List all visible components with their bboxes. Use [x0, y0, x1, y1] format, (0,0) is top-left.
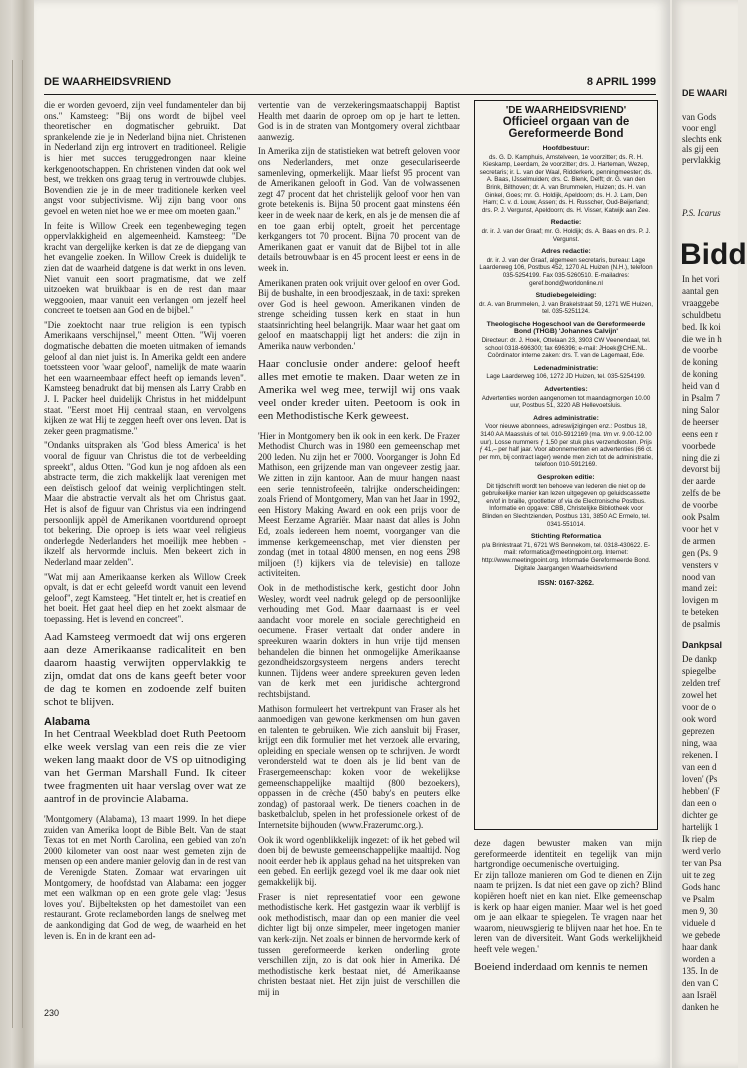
- paragraph: die er worden gevoerd, zijn veel fundamenteler dan bij ons." Kamsteeg: "Bij ons wordt de bijbel veel theoretischer en dogmatischer gebruikt. Dat sprankelende zie je in Nederland bijna niet. Christenen in Nederland zijn erg introvert en traditioneel. Religie is hier met succes teruggedrongen naar kleine kerkgenootschappen. En christenen vinden dat ook wel best, we trekken ons graag terug in vertrouwde clubjes. Bovendien zie je in de meer traditionele kerken veel angst voor subjectivisme. Wij zijn bang voor ons gevoel en weten niet hoe we er mee om moeten gaan.": [44, 100, 246, 216]
- paragraph: deze dagen bewuster maken van mijn gereformeerde identiteit en tegelijk van mijn hartgrondige oecumenische overtuiging.: [474, 838, 662, 870]
- text-line: devorst bij: [682, 464, 721, 475]
- column-2: [258, 100, 460, 1002]
- text-line: gen (Ps. 9: [682, 547, 718, 558]
- text-line: aantal gen: [682, 285, 719, 296]
- colophon-section-text: Voor nieuwe abonnees, adreswijzigingen enz.: Postbus 18, 3140 AA Maassluis of tel. 010-5912169 (ma. t/m vr. 9.00-12.00 uur). Losse nummers ƒ 1,50 per stuk plus verzendkosten. Prijs ƒ 41,– per half jaar. Voor abonnementen en advertenties (66 ct. per mm, bij contract lager) wende men zich tot de administratie, telefoon 010-5912169.: [478, 423, 653, 469]
- colophon-section-heading: Hoofdbestuur:: [542, 145, 590, 152]
- text-line: eens een r: [682, 428, 718, 439]
- publication-name: DE WAARHEIDSVRIEND: [44, 76, 172, 88]
- paragraph: Amerikanen praten ook vrijuit over geloof en over God. Bij de bushalte, in een broodjeszaak, in de taxi: spreken over God is heel gewoon. Amerikanen vinden de strenge scheiding tussen kerk en staat in hun staatsinrichting heel belangrijk. Maar waar het gaat om geloof en maatschappij ligt het anders: die zijn in Amerika nauw verbonden.': [258, 277, 460, 352]
- text-line: ve Psalm: [682, 894, 715, 904]
- text-line: de voorbe: [682, 500, 718, 511]
- paragraph: Fraser is niet representatief voor een gewone methodistische kerk. Het gastgezin waar ik verblijf is ook methodistisch, maar dan op een manier die veel dichter ligt bij onze simpeler, meer ingetogen manier van kerk-zijn. Net zoals er binnen de hervormde kerk of tussen gereformeerde kerken onderling grote verschillen zijn, zo is dat ook hier in Amerika. Dé methodistische kerk bestaat niet, dé Amerikaanse christen bestaat niet. Het zijn juist de verschillen die mij in: [258, 891, 460, 997]
- issue-date: 8 APRIL 1999: [586, 76, 656, 88]
- text-line: pervlakkig: [682, 155, 721, 166]
- text-line: voor de o: [682, 702, 716, 712]
- text-line: worden a: [682, 954, 716, 964]
- text-line: van een d: [682, 762, 717, 772]
- colophon-section-text: p/a Brinkstraat 71, 6721 WS Bennekom, tel. 0318-430622. E-mail: reformatica@meetingpoint.org. Internet: http://www.meetingpoint.org. Informatie Gereformeerde Bond. Digitale Jaargangen Waarheidsvriend: [481, 541, 651, 572]
- text-line: den van C: [682, 978, 719, 988]
- lead-paragraph: Aad Kamsteeg vermoedt dat wij ons ergeren aan deze Amerikaanse radicaliteit en ben daarom haastig verwijten oppervlakkig te zijn, omdat dat ons de kans geeft beter voor de dag te komen en zodoende zelf buiten schot te blijven.: [44, 630, 246, 708]
- text-line: werd verlo: [682, 846, 721, 856]
- text-line: zelfs de be: [682, 488, 721, 499]
- colophon-title: 'DE WAARHEIDSVRIEND': [505, 105, 627, 116]
- text-line: hebben' (F: [682, 786, 720, 796]
- text-line: de heerser: [682, 416, 719, 427]
- text-line: mand zei:: [682, 583, 718, 594]
- text-line: ning die zi: [682, 452, 720, 463]
- colophon-section-text: dr. ir. J. van der Graaf; mr. G. Holdijk; ds. A. Baas en drs. P. J. Vergunst.: [481, 227, 651, 243]
- text-line: rekenen. I: [682, 750, 718, 760]
- text-line: ter van Psa: [682, 858, 722, 868]
- right-page: [672, 0, 747, 1068]
- text-line: ook word: [682, 714, 717, 724]
- text-line: bed. Ik koi: [682, 321, 721, 332]
- colophon-section-text: dr. ir. J. van der Graaf, algemeen secretaris, bureau: Lage Laarderweg 106, Postbus 452, 1270 AL Huizen (N.H.), telefoon 035-5254199. Fax 035-5260510. E-mailadres: geref.bond@worldonline.nl: [479, 256, 653, 287]
- text-line: vensters v: [682, 559, 719, 570]
- colophon-subtitle: Officieel orgaan van de Gereformeerde Bond: [502, 116, 630, 140]
- text-line: hartelijk 1: [682, 822, 719, 832]
- paragraph: 'Hier in Montgomery ben ik ook in een kerk. De Frazer Methodist Church was in 1980 een gemeenschap met 200 leden. Nu zijn het er 7000. Voorganger is John Ed Mathison, een grijzende man van ongeveer zestig jaar. We zitten in zijn kantoor. Aan de muur hangen naast een serie tennistrofeeën, talrijke onderscheidingen: zoals Friend of Montgomery, Man van het Jaar in 1992, een History Making Award en ook een prijs voor de Meest Eerzame Agrariër. Maar naast dat alles is John Ed, zoals iedereen hem noemt, voorganger van die immense kerkgemeenschap, met vier diensten per zondag (met in totaal 4800 mensen, en nog eens 298 miljoen (!) kijkers via de televisie) en talloze activiteiten.: [258, 430, 460, 579]
- lead-paragraph: Boeiend inderdaad om kennis te nemen: [474, 960, 648, 973]
- text-line: de voorbe: [682, 345, 718, 356]
- text-line: aan Israël: [682, 990, 717, 1000]
- lead-paragraph: Haar conclusie onder andere: geloof heeft alles met emotie te maken. Daar weten ze in Amerika wel weg mee, terwijl wij ons vaak veel onder kreder uiten. Peetoom is ook in een Methodistische Kerk geweest.: [258, 357, 460, 422]
- text-line: haar dank: [682, 942, 718, 952]
- text-line: 135. In de: [682, 966, 719, 976]
- right-subheading: Dankpsal: [682, 640, 723, 650]
- text-line: nood van: [682, 571, 716, 582]
- text-line: danken he: [682, 1002, 719, 1012]
- column-1: [44, 100, 246, 945]
- text-line: de armen: [682, 535, 716, 546]
- paragraph: "Ondanks uitspraken als 'God bless America' is het vooral de figuur van Christus die tot de verbeelding spreekt", aldus Otten. "God kun je nog afdoen als een abstracte term, die zich makkelijk laat verenigen met een deïstisch geloof dat weinig verplichtingen stelt. Maar die abstractie vervalt als het om Christus gaat. Het is alsof de figuur van Christus via een indringend persoonlijk appèl de Amerikanen voortdurend oproept tot bekering. Die oproep is iets waar veel religieus onderlegde Nederlanders het moeilijk mee hebben - ikzelf als hervormde incluis. Men bekeert zich in Nederland maar zelden".: [44, 440, 246, 567]
- text-line: in Psalm 7: [682, 393, 721, 403]
- colophon-section-heading: Advertenties:: [544, 386, 588, 394]
- text-line: lovigen m: [682, 595, 719, 606]
- text-line: voor engl: [682, 122, 717, 133]
- text-line: die we in h: [682, 333, 722, 344]
- text-line: ning, waa: [682, 738, 717, 748]
- text-line: schuldbetu: [682, 309, 721, 320]
- text-line: loven' (Ps: [682, 774, 718, 784]
- colophon-section-heading: Redactie:: [550, 219, 582, 227]
- text-line: geprezen: [682, 726, 715, 736]
- text-line: de psalmis: [682, 619, 721, 630]
- paragraph: Ook ik word ogenblikkelijk ingezet: of ik het gebed wil doen bij de bewuste gemeenschappelijke maaltijd. Nog nooit eerder heb ik applaus gehad na het uitspreken van een gebed. En eerlijk gezegd voel ik me daar ook niet gemakkelijk bij.: [258, 834, 460, 887]
- colophon-section-heading: Ledenadministratie:: [533, 364, 599, 372]
- text-line: de koning: [682, 357, 718, 368]
- postscript: P.S. Icarus: [682, 208, 721, 218]
- text-line: spiegelbe: [682, 666, 716, 676]
- paragraph: In Amerika zijn de statistieken wat betreft geloven voor ons Nederlanders, met onze geseculariseerde samenleving, opmerkelijk. Maar liefst 95 procent van de Amerikanen gelooft in God. Van de volwassenen zegt 47 procent dat het christelijk geloof voor hen van grote betekenis is. Bijna 50 procent gaat minstens één keer in de week naar de kerk, en als je de mensen die af en toe gaan erbij optelt, groeit het percentage kerkgangers tot 70 procent. Bijna 70 procent van de Amerikanen gaat er vanuit dat de Bijbel tot in alle details betrouwbaar is en 45 procent leest er eens in de week in.: [258, 146, 460, 273]
- colophon-section-text: Dit tijdschrift wordt ten behoeve van lederen die niet op de gebruikelijke manier kan lezen uitgegeven op geluidscassette en/of in braille, grootletter of via de Electronische Postbus. Informatie en opgave: CBB, Christelijke Bibliotheek voor Blinden en Slechtzienden, Postbus 131, 3850 AC Ermelo, tel. 0341-551014.: [481, 482, 651, 528]
- paragraph: Mathison formuleert het vertrekpunt van Fraser als het aanmoedigen van gewone kerkmensen om hun gaven en talenten te gebruiken. Wie zich aansluit bij Fraser, krijgt een dik formulier met het verzoek alle ervaring, opleiding en speciale wensen op te schrijven. Je wordt verondersteld wat te doen als je lid bent van de Frasergemeenschap: koken voor de wekelijkse gemeenschappelijke maaltijd (800 bezoekers), oppassen in de crèche (450 baby's en peuters elke zondag) of pastoraal werk. De tieners coachen in de basketbalclub, spelen in het professionele orkest of de Internetsite bijhouden (www.Frazerumc.org.).: [258, 703, 460, 831]
- text-line: men 9, 30: [682, 906, 718, 916]
- text-line: In het vori: [682, 274, 720, 284]
- lead-paragraph: In het Centraal Weekblad doet Ruth Peetoom elke week verslag van een reis die ze vier weken lang maakt door de VS op uitnodiging van het German Marshall Fund. Ik citeer twee fragmenten uit haar verslag over wat ze aantrof in de provincie Alabama.: [44, 728, 246, 806]
- text-line: zelden tref: [682, 678, 721, 688]
- colophon-section-text: dr. A. van Brummelen, J. van Brakelstraat 59, 1271 WE Huizen, tel. 035-5251124.: [478, 300, 654, 316]
- colophon-section-heading: Adres redactie:: [541, 248, 591, 256]
- colophon-section-text: Advertenties worden aangenomen tot maandagmorgen 10.00 uur, Postbus 51, 3220 AB Hellevoetsluis.: [481, 394, 651, 410]
- section-heading: Alabama: [44, 715, 90, 728]
- running-header: [44, 76, 656, 95]
- text-line: der aarde: [682, 476, 716, 487]
- text-line: ook Psalm: [682, 512, 720, 522]
- colophon-section-text: Directeur: dr. J. Hoek, Ottelaan 23, 3903 CW Veenendaal, tel. school 0318-696300; fax 696396; e-mail: JHoek@CHE.NL. Coördinator interne zaken: drs. T. van de Lagemaat, Ede.: [481, 337, 651, 360]
- colophon-section-text: Lage Laarderweg 106, 1272 JD Huizen, tel. 035-5254199.: [486, 373, 646, 381]
- text-line: slechts enk: [682, 133, 722, 144]
- text-line: we gebede: [682, 930, 721, 940]
- text-line: voorbede: [682, 440, 716, 451]
- colophon-box: [474, 100, 658, 830]
- text-line: De dankp: [682, 654, 717, 664]
- colophon-section-heading: Theologische Hogeschool van de Gereformeerde Bond (THGB) 'Johannes Calvijn': [486, 320, 646, 336]
- text-line: ning Salor: [682, 404, 720, 415]
- paragraph: "Wat mij aan Amerikaanse kerken als Willow Creek opvalt, is dat er echt geleefd wordt vanuit een levend geloof", zegt Kamsteeg. "Het tintelt er, het is creatief en het boeit. Het gaat heel diep en het zoekt alsmaar de toepassing. Het is levend en concreet".: [44, 571, 246, 624]
- paragraph: Er zijn talloze manieren om God te dienen en Zijn naam te prijzen. Is dat niet een gave op zich? Blind kopiëren hoeft niet en kan niet. Elke gemeenschap is kerk op haar eigen manier. Maar wel is het goed om je aan elkaar te spiegelen. Te vragen naar het waarom, nieuwsgierig te blijven naar het hoe. En te leren van de diversiteit. Want Gods werkelijkheid heeft vele wegen.': [474, 869, 662, 954]
- colophon-section-text: ds. G. D. Kamphuis, Amstelveen, 1e voorzitter; ds. R. H. Kieskamp, Leerdam, 2e voorzitter; drs. J. Harteman, Wezep, secretaris; ir. L. van der Waal, Ridderkerk, penningmeester; ds. A. Baas, IJsselmuiden; drs. C. Blenk, Delft; dr. G. van den Brink, Bilthoven; dr. A. van Brummelen, Huizen; ds. H. van Ginkel, Goes; mr. G. Holdijk, Apeldoorn; ds. H. J. Lam, Den Ham; C. v. d. Louw, Assen; ds. H. Russcher, Oud-Beijerland; drs. P. J. Vergunst, Apeldoorn; ds. H. Visser, Katwijk aan Zee.: [479, 153, 653, 214]
- colophon-section-heading: Studiebegeleiding:: [535, 292, 597, 300]
- right-running-header: DE WAARI: [682, 88, 727, 98]
- page-number: 230: [44, 1008, 60, 1018]
- text-line: dan een o: [682, 798, 717, 808]
- paragraph: vertentie van de verzekeringsmaatschappij Baptist Health met daarin de oproep om op je hart te letten. God is in de straten van Montgomery overal zichtbaar aanwezig.: [258, 100, 460, 142]
- paragraph: "Die zoektocht naar true religion is een typisch Amerikaans verschijnsel," meent Otten. "Wij voeren dogmatische debatten die moeten uitmaken of iemands geloof al dan niet juist is. In Amerika geldt een andere toetssteen voor 'waar geloof', namelijk de mate waarin het een waarneembaar effect heeft op iemands leven". Kamsteeg benadrukt dat bij mensen als Larry Crabb en J. I. Packer heel duidelijk Christus in het middelpunt staat. "Eerst moet Hij centraal staan, en vervolgens kijken ze wat Hij te zeggen heeft over ons leven. Dat is zeker geen pragmatisme.": [44, 319, 246, 436]
- book-binding: [0, 0, 34, 1068]
- text-line: van Gods: [682, 112, 717, 122]
- text-line: zowel het: [682, 690, 717, 700]
- text-line: Ik riep de: [682, 834, 717, 844]
- colophon-section-heading: Gesproken editie:: [537, 473, 595, 481]
- issn-number: ISSN: 0167-3262.: [537, 580, 595, 588]
- column-3: [474, 838, 662, 974]
- right-article-title: Bidd: [680, 238, 747, 271]
- colophon-section-heading: Stichting Reformatica: [530, 533, 602, 541]
- text-line: vraaggebe: [682, 297, 719, 308]
- text-line: heid van d: [682, 381, 720, 392]
- left-page: [34, 0, 670, 1068]
- text-line: viduele d: [682, 918, 716, 928]
- text-line: als gij een: [682, 144, 719, 155]
- text-line: de koning: [682, 369, 718, 380]
- text-line: te beteken: [682, 607, 719, 618]
- text-line: voor het v: [682, 523, 719, 534]
- text-line: uit te zeg: [682, 870, 715, 880]
- paragraph: Ook in de methodistische kerk, gesticht door John Wesley, wordt veel nadruk gelegd op de persoonlijke verhouding met God. Maar daarnaast is er veel aandacht voor morele en sociale gerechtigheid en oecumene. Fraser vertaalt dat onder andere in spreekuren waarin dokters in hun vrije tijd mensen behandelen die binnen het onmogelijke Amerikaanse gezondheidszorgsysteem nergens anders terecht kunnen. Tijdens weer andere spreekuren geven leden van de kerk met een juridische achtergrond rechtsbijstand.: [258, 582, 460, 699]
- paragraph: In feite is Willow Creek een tegenbeweging tegen oppervlakkigheid en algemeenheid. Kamsteeg: "De kracht van dergelijke kerken is dat ze de diepgang van het evangelie zoeken. In Willow Creek is duidelijk te zien dat de waarheid datgene is dat werkt in ons leven. Niet vanuit een soort pragmatisme, dat we zelf uitzoeken wat bruikbaar is en de rest dan maar weggooien, maar vanuit een verlangen om jezelf heel concreet te toetsen aan God en de bijbel.": [44, 220, 246, 316]
- paragraph: 'Montgomery (Alabama), 13 maart 1999. In het diepe zuiden van Amerika loopt de Bible Belt. Van de staat Texas tot en met North Carolina, een gebied van zo'n 2000 kilometer van oost naar west gemeten zijn de mensen op een andere manier gelovig dan in de rest van de Verenigde Staten. Zomaar wat ervaringen uit Montgomery, de hoofdstad van Alabama: een jogger met een walkman op en een grote gele vlag: 'Jesus loves you'. Bijbelteksten op het damestoilet van een restaurant. Grote reclameborden langs de snelweg met de aankondiging dat God de weg, de waarheid en het leven is. En in de krant een ad-: [44, 814, 246, 941]
- text-line: dichter ge: [682, 810, 718, 820]
- colophon-section-heading: Adres administratie:: [533, 414, 599, 422]
- text-line: Gods hanc: [682, 882, 721, 892]
